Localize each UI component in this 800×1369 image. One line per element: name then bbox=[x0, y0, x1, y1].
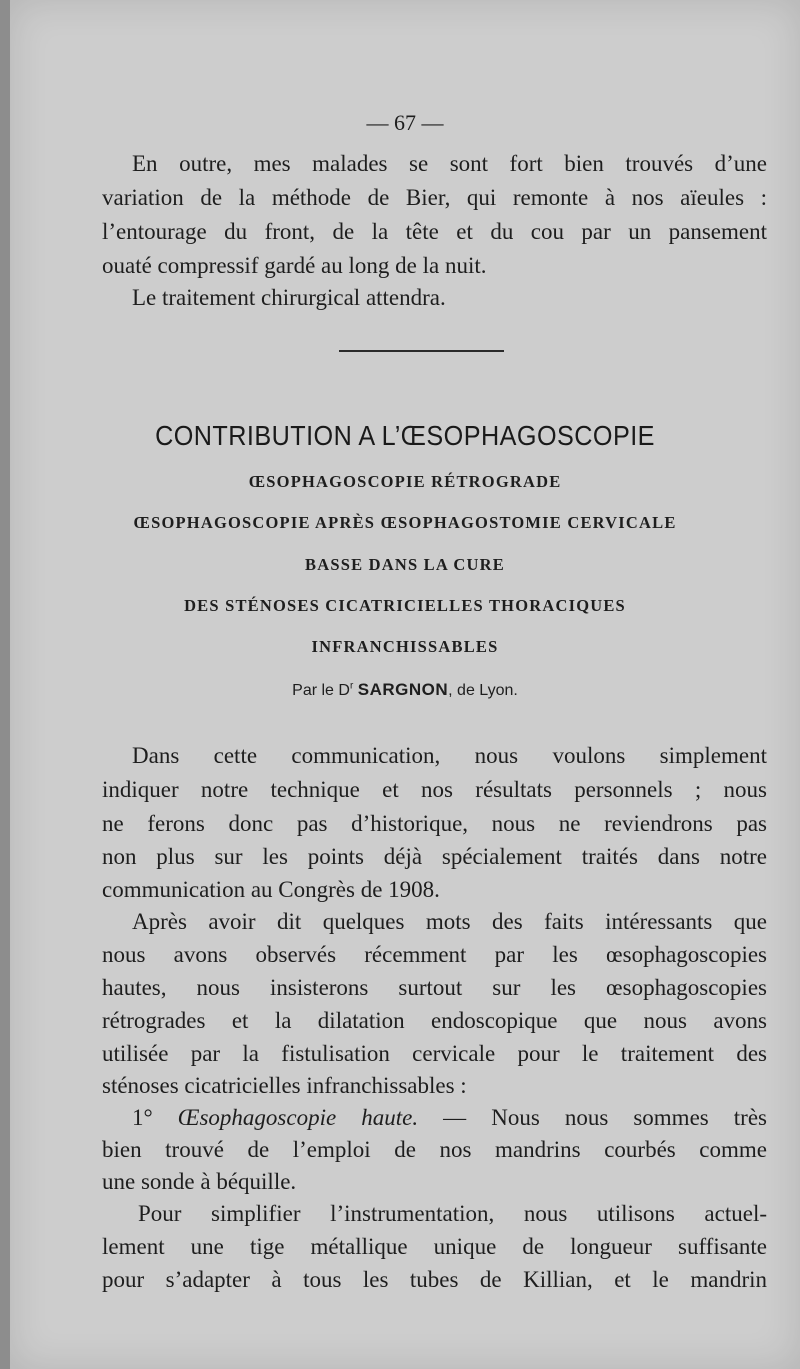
body-line: Pour simplifier l’instrumentation, nous utilisons actuel- bbox=[138, 1201, 767, 1226]
body-line: hautes, nous insisterons surtout sur les œsophagoscopies bbox=[102, 975, 767, 1000]
body-line: indiquer notre technique et nos résultats personnels ; nous bbox=[102, 777, 767, 802]
body-line: lement une tige métallique unique de longueur suffisante bbox=[102, 1234, 767, 1259]
subtitle-line: DES STÉNOSES CICATRICIELLES THORACIQUES bbox=[184, 596, 626, 615]
author-suffix: , de Lyon. bbox=[448, 682, 518, 699]
body-line: ne ferons donc pas d’historique, nous ne reviendrons pas bbox=[102, 811, 767, 836]
body-line: utilisée par la fistulisation cervicale pour le traitement des bbox=[102, 1041, 767, 1066]
section-heading: Œsophagoscopie haute. bbox=[177, 1105, 419, 1130]
body-line: pour s’adapter à tous les tubes de Killian, et le mandrin bbox=[102, 1267, 767, 1292]
subtitle-line: BASSE DANS LA CURE bbox=[305, 555, 505, 574]
subtitle-line: ŒSOPHAGOSCOPIE APRÈS ŒSOPHAGOSTOMIE CERVICALE bbox=[133, 513, 677, 532]
author-byline bbox=[10, 680, 800, 700]
section-heading-rest: — Nous nous sommes très bbox=[418, 1105, 767, 1130]
body-line: non plus sur les points déjà spécialement traités dans notre bbox=[102, 844, 767, 869]
intro-line-5: Le traitement chirurgical attendra. bbox=[132, 285, 446, 310]
body-line: rétrogrades et la dilatation endoscopique que nous avons bbox=[102, 1008, 767, 1033]
page-number: — 67 — bbox=[366, 110, 444, 135]
intro-line-2: variation de la méthode de Bier, qui remonte à nos aïeules : bbox=[102, 185, 767, 210]
section-divider bbox=[339, 350, 504, 352]
intro-line-4: ouaté compressif gardé au long de la nuit. bbox=[102, 253, 487, 278]
author-title-sup: r bbox=[349, 680, 354, 692]
subtitle-line: INFRANCHISSABLES bbox=[311, 637, 499, 656]
author-prefix: Par le D bbox=[292, 682, 350, 699]
body-line: Après avoir dit quelques mots des faits intéressants que bbox=[132, 909, 767, 934]
section-number: 1° bbox=[132, 1105, 178, 1130]
author-name: SARGNON bbox=[357, 680, 449, 699]
body-line: bien trouvé de l’emploi de nos mandrins courbés comme bbox=[102, 1137, 767, 1162]
article-title: CONTRIBUTION A L’ŒSOPHAGOSCOPIE bbox=[155, 420, 655, 451]
body-line: Dans cette communication, nous voulons simplement bbox=[132, 743, 767, 768]
body-line: sténoses cicatricielles infranchissables : bbox=[102, 1073, 467, 1098]
body-line: une sonde à béquille. bbox=[102, 1169, 297, 1194]
intro-line-3: l’entourage du front, de la tête et du cou par un pansement bbox=[102, 219, 767, 244]
body-line: nous avons observés récemment par les œsophagoscopies bbox=[102, 942, 767, 967]
intro-line-1: En outre, mes malades se sont fort bien trouvés d’une bbox=[132, 151, 767, 176]
body-line: communication au Congrès de 1908. bbox=[102, 877, 440, 902]
subtitle-line: ŒSOPHAGOSCOPIE RÉTROGRADE bbox=[248, 472, 562, 491]
book-page bbox=[10, 0, 800, 1369]
section-heading-line bbox=[132, 1102, 767, 1134]
